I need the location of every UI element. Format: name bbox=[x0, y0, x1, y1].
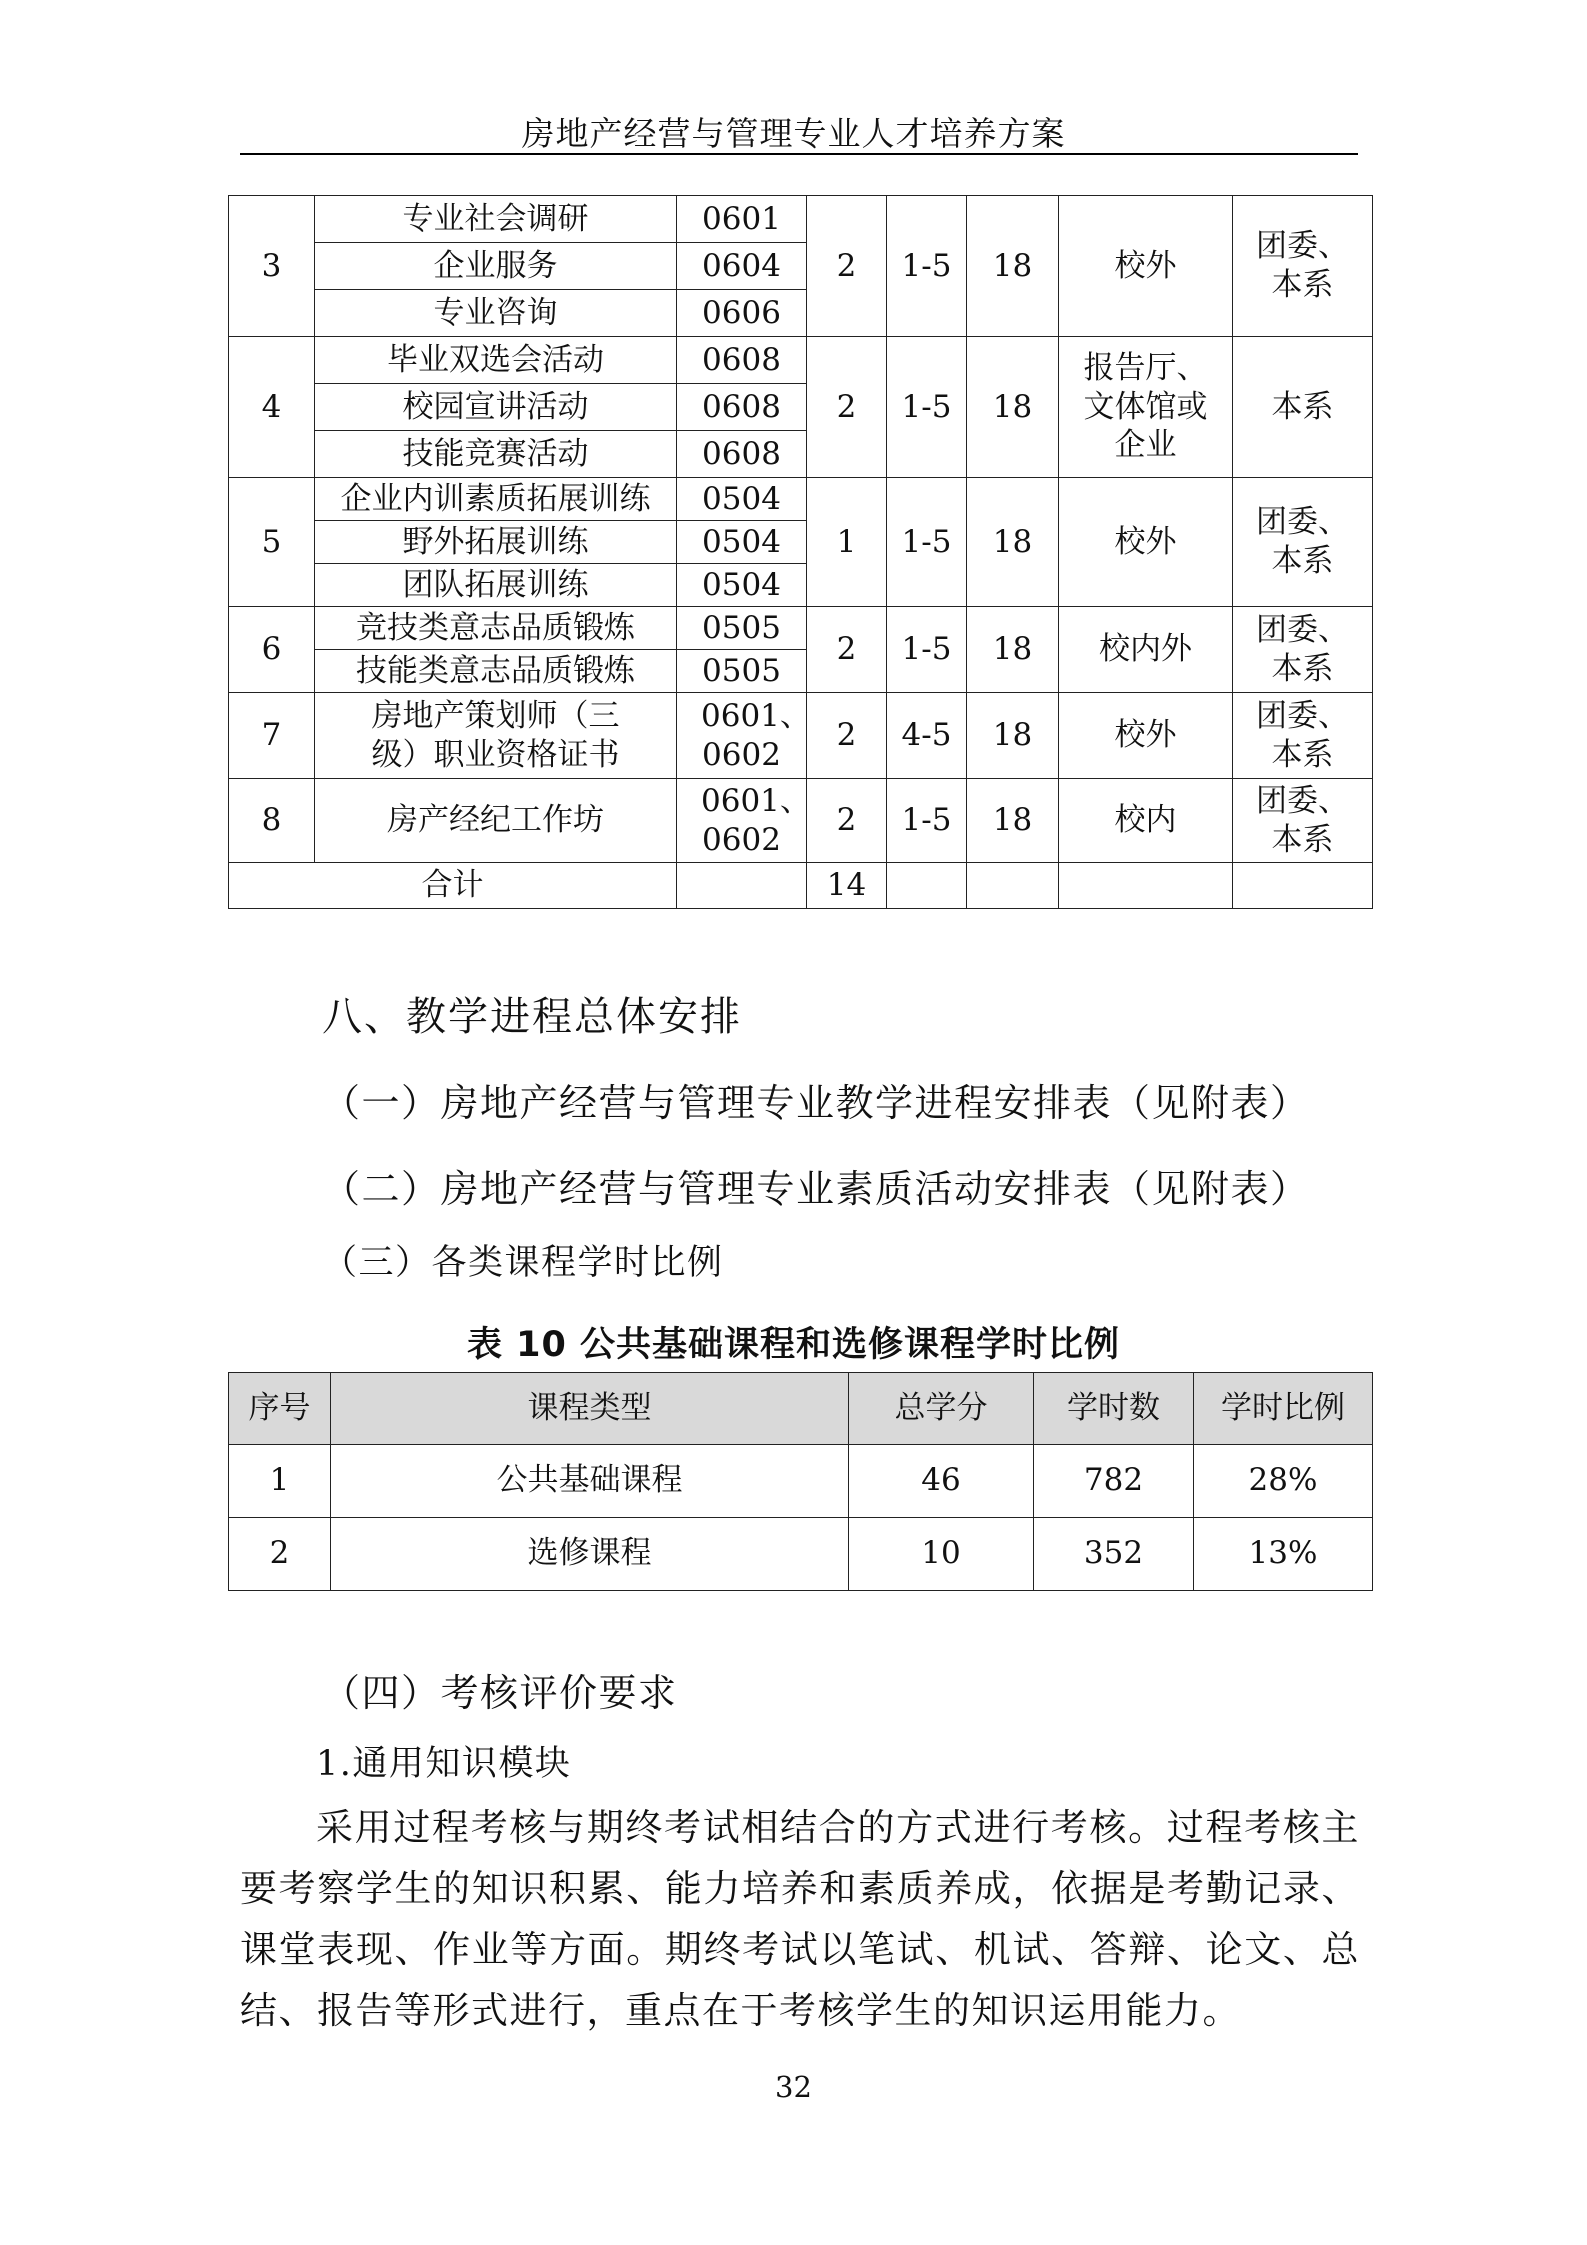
organizer: 团委、本系 bbox=[1233, 196, 1373, 337]
activity-name: 野外拓展训练 bbox=[315, 521, 677, 564]
assessment-paragraph: 采用过程考核与期终考试相结合的方式进行考核。过程考核主要考察学生的知识积累、能力培养和素质养成，依据是考勤记录、课堂表现、作业等方面。期终考试以笔试、机试、答辩、论文、总结、报告等形式进行，重点在于考核学生的知识运用能力。 bbox=[240, 1806, 1360, 2032]
activity-name: 技能类意志品质锻炼 bbox=[315, 650, 677, 693]
page-number: 32 bbox=[775, 2070, 812, 2104]
table-row bbox=[229, 693, 1373, 779]
table-row bbox=[229, 337, 1373, 384]
table-cell: 公共基础课程 bbox=[331, 1445, 849, 1518]
table-row bbox=[229, 779, 1373, 863]
activity-code: 0601、0602 bbox=[677, 779, 807, 863]
table-row bbox=[229, 196, 1373, 243]
column-header: 学时数 bbox=[1034, 1373, 1194, 1445]
organizer: 本系 bbox=[1233, 337, 1373, 478]
activity-code: 0606 bbox=[677, 290, 807, 337]
table-cell: 2 bbox=[229, 1518, 331, 1591]
module-heading: 1.通用知识模块 bbox=[316, 1744, 572, 1784]
hours: 18 bbox=[967, 779, 1059, 863]
table-header-row bbox=[229, 1373, 1373, 1445]
activity-name: 技能竞赛活动 bbox=[315, 431, 677, 478]
total-credit: 14 bbox=[807, 863, 887, 909]
term: 1-5 bbox=[887, 478, 967, 607]
total-row bbox=[229, 863, 1373, 909]
activity-code: 0608 bbox=[677, 384, 807, 431]
activity-table bbox=[228, 195, 1373, 909]
activity-code: 0601 bbox=[677, 196, 807, 243]
total-code-empty bbox=[677, 863, 807, 909]
credit: 1 bbox=[807, 478, 887, 607]
row-number: 5 bbox=[229, 478, 315, 607]
term: 1-5 bbox=[887, 196, 967, 337]
empty-cell bbox=[967, 863, 1059, 909]
column-header: 序号 bbox=[229, 1373, 331, 1445]
activity-name: 房地产策划师（三级）职业资格证书 bbox=[315, 693, 677, 779]
activity-code: 0604 bbox=[677, 243, 807, 290]
activity-name: 专业咨询 bbox=[315, 290, 677, 337]
assessment-heading: （四）考核评价要求 bbox=[322, 1671, 678, 1715]
place: 校外 bbox=[1059, 693, 1233, 779]
column-header: 课程类型 bbox=[331, 1373, 849, 1445]
column-header: 总学分 bbox=[849, 1373, 1034, 1445]
table-cell: 28% bbox=[1194, 1445, 1373, 1518]
organizer: 团委、本系 bbox=[1233, 779, 1373, 863]
row-number: 4 bbox=[229, 337, 315, 478]
place: 校外 bbox=[1059, 196, 1233, 337]
activity-code: 0504 bbox=[677, 564, 807, 607]
hours: 18 bbox=[967, 693, 1059, 779]
table-cell: 46 bbox=[849, 1445, 1034, 1518]
organizer: 团委、本系 bbox=[1233, 607, 1373, 693]
activity-name: 校园宣讲活动 bbox=[315, 384, 677, 431]
table-cell: 13% bbox=[1194, 1518, 1373, 1591]
section-heading: 八、教学进程总体安排 bbox=[322, 994, 742, 1040]
activity-code: 0608 bbox=[677, 337, 807, 384]
empty-cell bbox=[887, 863, 967, 909]
credit: 2 bbox=[807, 196, 887, 337]
credit: 2 bbox=[807, 693, 887, 779]
credit: 2 bbox=[807, 779, 887, 863]
subsection-3: （三）各类课程学时比例 bbox=[322, 1243, 724, 1283]
table-row bbox=[229, 1518, 1373, 1591]
table-cell: 选修课程 bbox=[331, 1518, 849, 1591]
activity-name: 专业社会调研 bbox=[315, 196, 677, 243]
table-cell: 782 bbox=[1034, 1445, 1194, 1518]
activity-name: 团队拓展训练 bbox=[315, 564, 677, 607]
row-number: 3 bbox=[229, 196, 315, 337]
row-number: 7 bbox=[229, 693, 315, 779]
hours: 18 bbox=[967, 196, 1059, 337]
row-number: 6 bbox=[229, 607, 315, 693]
place: 校内外 bbox=[1059, 607, 1233, 693]
ratio-table bbox=[228, 1372, 1373, 1591]
empty-cell bbox=[1233, 863, 1373, 909]
term: 1-5 bbox=[887, 779, 967, 863]
activity-code: 0505 bbox=[677, 650, 807, 693]
activity-name: 房产经纪工作坊 bbox=[315, 779, 677, 863]
activity-code: 0505 bbox=[677, 607, 807, 650]
total-label: 合计 bbox=[229, 863, 677, 909]
activity-name: 企业内训素质拓展训练 bbox=[315, 478, 677, 521]
credit: 2 bbox=[807, 337, 887, 478]
place: 校内 bbox=[1059, 779, 1233, 863]
activity-code: 0608 bbox=[677, 431, 807, 478]
organizer: 团委、本系 bbox=[1233, 478, 1373, 607]
table-row bbox=[229, 607, 1373, 650]
term: 1-5 bbox=[887, 607, 967, 693]
activity-name: 毕业双选会活动 bbox=[315, 337, 677, 384]
place: 报告厅、文体馆或企业 bbox=[1059, 337, 1233, 478]
subsection-1: （一）房地产经营与管理专业教学进程安排表（见附表） bbox=[322, 1081, 1310, 1125]
organizer: 团委、本系 bbox=[1233, 693, 1373, 779]
activity-code: 0504 bbox=[677, 478, 807, 521]
activity-code: 0504 bbox=[677, 521, 807, 564]
page-header-title: 房地产经营与管理专业人才培养方案 bbox=[521, 114, 1066, 153]
empty-cell bbox=[1059, 863, 1233, 909]
term: 1-5 bbox=[887, 337, 967, 478]
header-rule bbox=[240, 153, 1358, 155]
hours: 18 bbox=[967, 337, 1059, 478]
activity-name: 企业服务 bbox=[315, 243, 677, 290]
table-row bbox=[229, 478, 1373, 521]
subsection-2: （二）房地产经营与管理专业素质活动安排表（见附表） bbox=[322, 1167, 1310, 1211]
row-number: 8 bbox=[229, 779, 315, 863]
place: 校外 bbox=[1059, 478, 1233, 607]
hours: 18 bbox=[967, 478, 1059, 607]
table-row bbox=[229, 1445, 1373, 1518]
table-cell: 1 bbox=[229, 1445, 331, 1518]
activity-name: 竞技类意志品质锻炼 bbox=[315, 607, 677, 650]
column-header: 学时比例 bbox=[1194, 1373, 1373, 1445]
table-cell: 352 bbox=[1034, 1518, 1194, 1591]
credit: 2 bbox=[807, 607, 887, 693]
activity-code: 0601、0602 bbox=[677, 693, 807, 779]
term: 4-5 bbox=[887, 693, 967, 779]
table-cell: 10 bbox=[849, 1518, 1034, 1591]
table-caption: 表 10 公共基础课程和选修课程学时比例 bbox=[466, 1325, 1121, 1365]
hours: 18 bbox=[967, 607, 1059, 693]
